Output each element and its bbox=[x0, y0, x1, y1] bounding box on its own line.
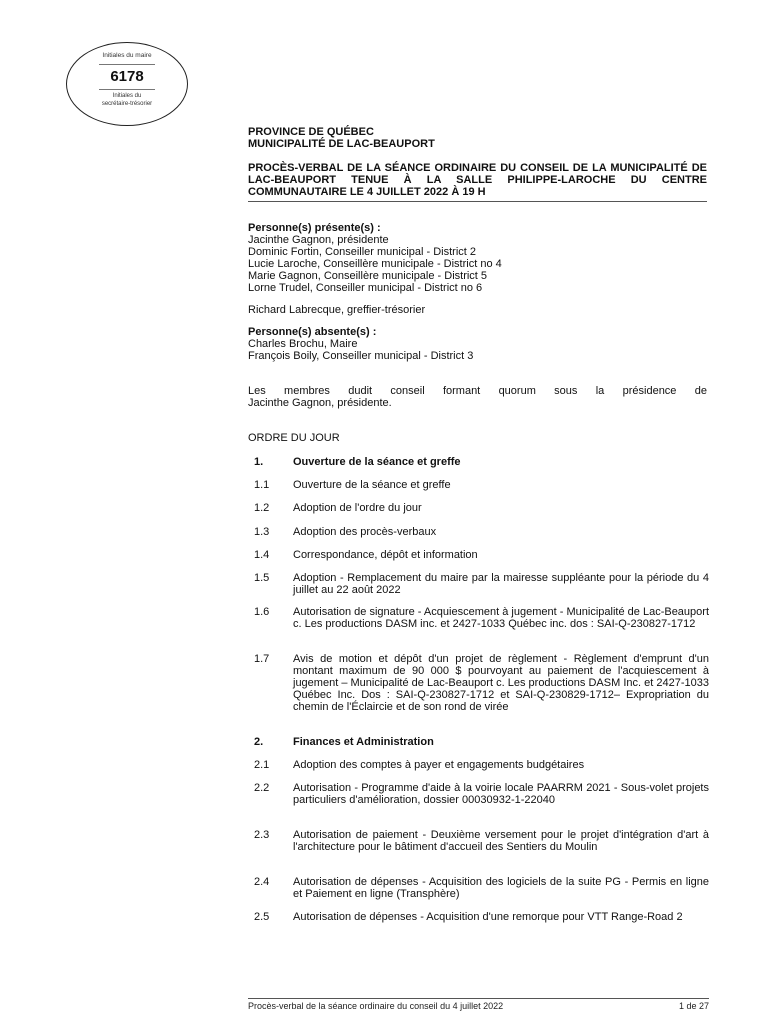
municipality-title: MUNICIPALITÉ DE LAC-BEAUPORT bbox=[248, 138, 435, 150]
agenda-item bbox=[254, 782, 709, 806]
agenda-text: Autorisation de dépenses - Acquisition des logiciels de la suite PG - Permis en ligne et Paiement en ligne (Transphère) bbox=[293, 876, 709, 900]
quorum-line: Les membres dudit conseil formant quorum sous la présidence de bbox=[248, 385, 707, 397]
agenda-text: Adoption des procès-verbaux bbox=[293, 526, 437, 538]
agenda-number: 1.5 bbox=[254, 572, 270, 584]
agenda-number: 2.5 bbox=[254, 911, 270, 923]
agenda-item bbox=[254, 759, 709, 771]
agenda-text: Adoption - Remplacement du maire par la mairesse suppléante pour la période du 4 juillet au 22 août 2022 bbox=[293, 572, 709, 596]
agenda-number: 1. bbox=[254, 456, 264, 468]
agenda-number: 1.4 bbox=[254, 549, 270, 561]
agenda-text: Adoption de l'ordre du jour bbox=[293, 502, 422, 514]
agenda-number: 2. bbox=[254, 736, 264, 748]
agenda-section bbox=[254, 736, 709, 748]
agenda-section bbox=[254, 456, 709, 468]
page-number-stamp: 6178 bbox=[110, 68, 144, 85]
agenda-number: 1.1 bbox=[254, 479, 270, 491]
agenda-number: 2.4 bbox=[254, 876, 270, 888]
footer-title: Procès-verbal de la séance ordinaire du conseil du 4 juillet 2022 bbox=[248, 1001, 504, 1011]
agenda-text: Correspondance, dépôt et information bbox=[293, 549, 478, 561]
quorum-line: Jacinthe Gagnon, présidente. bbox=[248, 397, 392, 409]
agenda-number: 1.3 bbox=[254, 526, 270, 538]
agenda-item bbox=[254, 549, 709, 561]
treasurer-initials-label: Initiales du secrétaire-trésorier bbox=[101, 93, 153, 107]
agenda-text: Autorisation de paiement - Deuxième versement pour le projet d'intégration d'art à l'architecture pour le bâtiment d'accueil des Sentiers du Moulin bbox=[293, 829, 709, 853]
present-person: Lorne Trudel, Conseiller municipal - District no 6 bbox=[248, 282, 483, 294]
agenda-text: Ouverture de la séance et greffe bbox=[293, 456, 461, 468]
agenda-text: Adoption des comptes à payer et engagements budgétaires bbox=[293, 759, 585, 771]
present-person: Dominic Fortin, Conseiller municipal - District 2 bbox=[248, 246, 477, 258]
page-footer bbox=[248, 998, 709, 1011]
present-person: Jacinthe Gagnon, présidente bbox=[248, 234, 389, 246]
agenda-number: 2.3 bbox=[254, 829, 270, 841]
seal-divider bbox=[99, 64, 155, 65]
agenda-item bbox=[254, 829, 709, 853]
agenda-text: Ouverture de la séance et greffe bbox=[293, 479, 451, 491]
agenda-item bbox=[254, 653, 709, 713]
agenda-number: 2.1 bbox=[254, 759, 270, 771]
minutes-title: PROCÈS-VERBAL DE LA SÉANCE ORDINAIRE DU CONSEIL DE LA MUNICIPALITÉ DE LAC-BEAUPORT TENUE À LA SALLE PHILIPPE-LAROCHE DU CENTRE COMMUNAUTAIRE LE 4 JUILLET 2022 À 19 H bbox=[248, 162, 707, 202]
absent-section bbox=[248, 326, 707, 362]
agenda-item bbox=[254, 526, 709, 538]
absent-label: Personne(s) absente(s) : bbox=[248, 326, 377, 338]
agenda-item bbox=[254, 911, 709, 923]
agenda-text: Finances et Administration bbox=[293, 736, 434, 748]
present-person: Lucie Laroche, Conseillère municipale - District no 4 bbox=[248, 258, 502, 270]
agenda-text: Avis de motion et dépôt d'un projet de règlement - Règlement d'emprunt d'un montant maximum de 90 000 $ pourvoyant au paiement de l'acquiescement à jugement – Municipalité de Lac-Beauport c. Les productions DASM Inc. et 2427-1033 Québec Inc. Dos : SAI-Q-230827-1712 et SAI-Q-230829-1712– Expropriation du chemin de l'Éclaircie et de son rond de virée bbox=[293, 653, 709, 713]
agenda-text: Autorisation - Programme d'aide à la voirie locale PAARRM 2021 - Sous-volet projets particuliers d'amélioration, dossier 00030932-1-22040 bbox=[293, 782, 709, 806]
agenda-item bbox=[254, 502, 709, 514]
agenda-number: 1.2 bbox=[254, 502, 270, 514]
agenda-text: Autorisation de dépenses - Acquisition d'une remorque pour VTT Range-Road 2 bbox=[293, 911, 683, 923]
present-section bbox=[248, 222, 707, 294]
quorum-statement bbox=[248, 385, 707, 409]
agenda-item bbox=[254, 479, 709, 491]
agenda-item bbox=[254, 876, 709, 900]
agenda-item bbox=[254, 572, 709, 596]
page-counter: 1 de 27 bbox=[678, 1001, 709, 1011]
initials-seal bbox=[66, 42, 188, 126]
absent-person: François Boily, Conseiller municipal - District 3 bbox=[248, 350, 474, 362]
present-label: Personne(s) présente(s) : bbox=[248, 222, 381, 234]
agenda-number: 2.2 bbox=[254, 782, 270, 794]
document-heading bbox=[248, 126, 707, 150]
mayor-initials-label: Initiales du maire bbox=[102, 52, 152, 59]
agenda-title: ORDRE DU JOUR bbox=[248, 432, 340, 444]
province-title: PROVINCE DE QUÉBEC bbox=[248, 126, 374, 138]
agenda-number: 1.7 bbox=[254, 653, 270, 665]
agenda-text: Autorisation de signature - Acquiescement à jugement - Municipalité de Lac-Beauport c. Les productions DASM inc. et 2427-1033 Québec inc. dos : SAI-Q-230827-1712 bbox=[293, 606, 709, 630]
clerk-line: Richard Labrecque, greffier-trésorier bbox=[248, 304, 426, 316]
absent-person: Charles Brochu, Maire bbox=[248, 338, 358, 350]
present-person: Marie Gagnon, Conseillère municipale - District 5 bbox=[248, 270, 488, 282]
agenda-item bbox=[254, 606, 709, 630]
seal-divider bbox=[99, 89, 155, 90]
agenda-number: 1.6 bbox=[254, 606, 270, 618]
